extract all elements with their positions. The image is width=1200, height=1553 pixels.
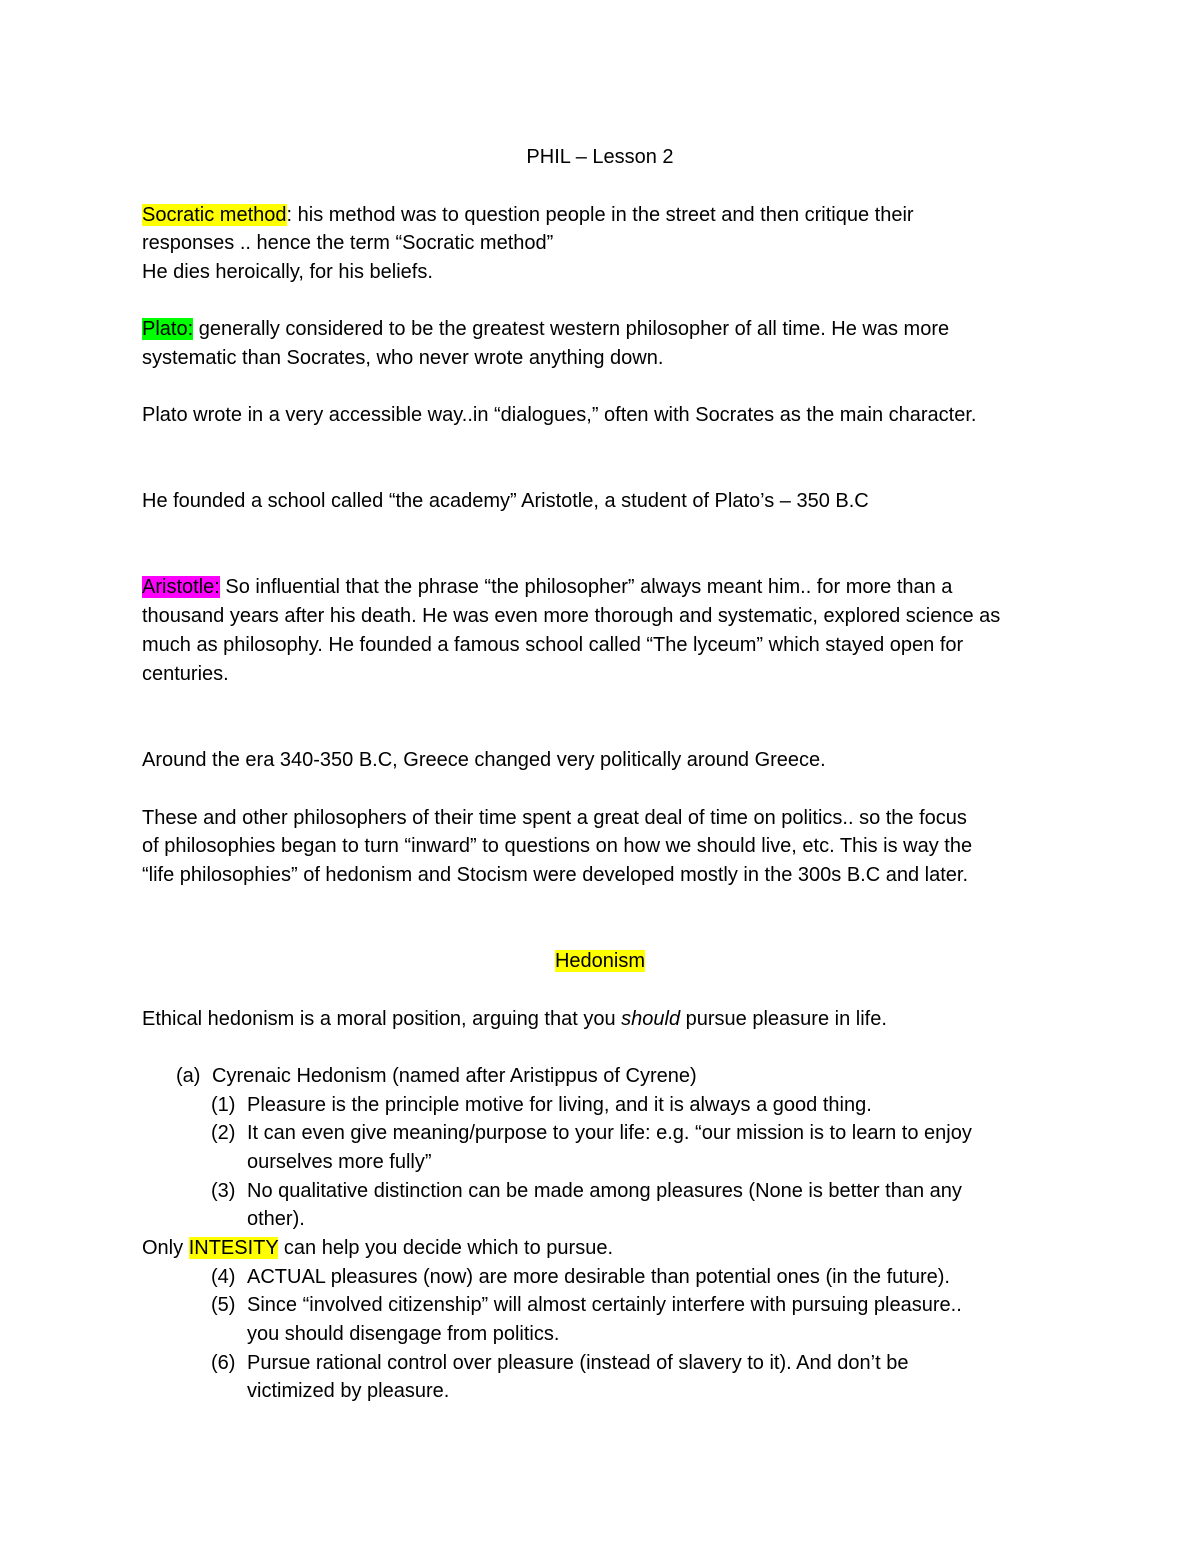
socratic-text-1: : his method was to question people in the street and then critique their [286, 204, 914, 226]
list-item-number: (3) [211, 1180, 236, 1202]
list-item [211, 1119, 972, 1147]
socratic-label: Socratic method [142, 204, 287, 226]
sub-item-text: Cyrenaic Hedonism (named after Aristippus of Cyrene) [212, 1065, 697, 1087]
era-paragraph: Around the era 340-350 B.C, Greece changed very politically around Greece. [142, 749, 826, 771]
list-item-number: (5) [211, 1294, 236, 1316]
intensity-highlight: INTESITY [188, 1237, 279, 1259]
intensity-line [142, 1234, 613, 1262]
hedonism-heading [0, 947, 1200, 975]
list-item-continuation: other). [247, 1208, 305, 1230]
page-title [0, 143, 1200, 171]
list-item-text: Since “involved citizenship” will almost certainly interfere with pursuing pleasure.. [247, 1294, 962, 1316]
aristotle-label: Aristotle: [142, 576, 220, 598]
list-item-number: (2) [211, 1122, 236, 1144]
definition-after: pursue pleasure in life. [680, 1008, 887, 1030]
list-item [211, 1349, 908, 1377]
list-item-continuation: ourselves more fully” [247, 1151, 432, 1173]
list-item-text: Pleasure is the principle motive for living, and it is always a good thing. [247, 1094, 872, 1116]
list-item-number: (6) [211, 1352, 236, 1374]
hedonism-heading-text: Hedonism [554, 950, 646, 972]
list-item [211, 1177, 962, 1205]
list-item [211, 1291, 962, 1319]
focus-line-2: of philosophies began to turn “inward” to questions on how we should live, etc. This is way the [142, 835, 973, 857]
list-item-continuation: you should disengage from politics. [247, 1323, 560, 1345]
list-item-text: It can even give meaning/purpose to your life: e.g. “our mission is to learn to enjoy [247, 1122, 972, 1144]
list-item-continuation: victimized by pleasure. [247, 1380, 450, 1402]
aristotle-line-2: thousand years after his death. He was even more thorough and systematic, explored science as [142, 605, 1001, 627]
list-item-text: Pursue rational control over pleasure (instead of slavery to it). And don’t be [247, 1352, 909, 1374]
aristotle-text-1: So influential that the phrase “the philosopher” always meant him.. for more than a [219, 576, 953, 598]
plato-line-2: systematic than Socrates, who never wrote anything down. [142, 347, 664, 369]
plato-paragraph-2: Plato wrote in a very accessible way..in “dialogues,” often with Socrates as the main character. [142, 404, 977, 426]
list-item-number: (1) [211, 1094, 236, 1116]
socratic-line-2: responses .. hence the term “Socratic method” [142, 232, 554, 254]
socratic-line-3: He dies heroically, for his beliefs. [142, 261, 433, 283]
plato-text-1: generally considered to be the greatest western philosopher of all time. He was more [193, 318, 950, 340]
aristotle-line-1 [142, 573, 952, 601]
sub-item-label: (a) [176, 1065, 201, 1087]
list-item-text: No qualitative distinction can be made among pleasures (None is better than any [247, 1180, 962, 1202]
definition-before: Ethical hedonism is a moral position, arguing that you [142, 1008, 622, 1030]
focus-line-3: “life philosophies” of hedonism and Stocism were developed mostly in the 300s B.C and later. [142, 864, 969, 886]
aristotle-line-3: much as philosophy. He founded a famous school called “The lyceum” which stayed open for [142, 634, 964, 656]
aristotle-line-4: centuries. [142, 663, 229, 685]
plato-label: Plato: [142, 318, 194, 340]
definition-emphasis: should [621, 1008, 681, 1030]
list-item-number: (4) [211, 1266, 236, 1288]
hedonism-definition [142, 1005, 887, 1033]
intensity-after: can help you decide which to pursue. [278, 1237, 614, 1259]
title-text: PHIL – Lesson 2 [526, 146, 674, 168]
plato-line-1 [142, 315, 949, 343]
intensity-before: Only [142, 1237, 189, 1259]
list-item [211, 1263, 950, 1291]
list-item-text: ACTUAL pleasures (now) are more desirable than potential ones (in the future). [247, 1266, 950, 1288]
socratic-line-1 [142, 201, 914, 229]
sub-item-a [176, 1062, 697, 1090]
focus-line-1: These and other philosophers of their time spent a great deal of time on politics.. so the focus [142, 807, 967, 829]
list-item [211, 1091, 872, 1119]
plato-paragraph-3: He founded a school called “the academy” Aristotle, a student of Plato’s – 350 B.C [142, 490, 869, 512]
